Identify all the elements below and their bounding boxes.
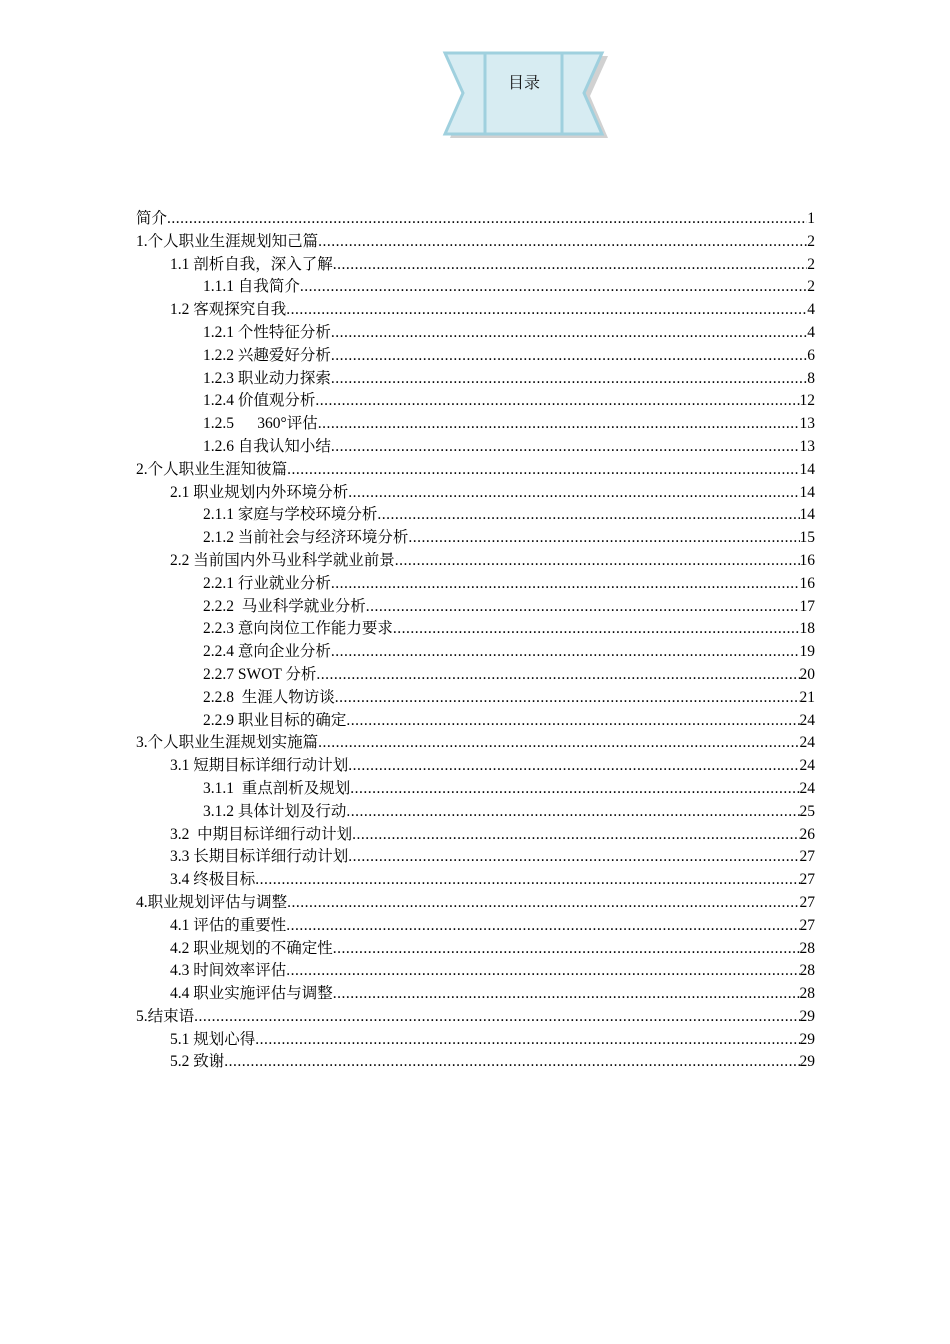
toc-entry[interactable] [136,459,815,482]
toc-entry-number: 3.3 [170,848,194,866]
toc-entry-page-number: 24 [799,779,815,797]
toc-entry-number: 4. [136,893,148,911]
toc-entry-number: 1.2.1 [203,323,238,341]
toc-dot-leader [315,390,799,413]
toc-dot-leader [194,1006,799,1029]
toc-entry-number: 1. [136,232,148,250]
toc-entry-page-number: 4 [807,301,815,319]
toc-entry-number: 4.2 [170,939,194,957]
toc-dot-leader [331,368,807,391]
toc-entry-number: 3.2 [170,825,198,843]
toc-entry-number: 1.2 [170,301,194,319]
toc-entry-title: 意向岗位工作能力要求 [237,620,393,638]
toc-entry-title: 时间效率评估 [193,962,287,980]
toc-entry-number: 2.2.3 [203,620,238,638]
toc-entry-number: 3. [136,734,148,752]
toc-entry-page-number: 13 [799,437,815,455]
toc-entry-number: 2.2.2 [203,597,242,615]
toc-entry-title: 职业规划内外环境分析 [193,483,349,501]
toc-entry-page-number: 29 [799,1053,815,1071]
toc-dot-leader [316,664,799,687]
toc-dot-leader [331,436,800,459]
toc-entry-title: 重点剖析及规划 [241,779,351,797]
toc-entry-number: 1.2.2 [203,346,238,364]
toc-entry[interactable] [136,664,815,687]
toc-entry-page-number: 29 [799,1007,815,1025]
toc-entry-title: 职业实施评估与调整 [193,985,333,1003]
toc-dot-leader [167,208,807,231]
toc-dot-leader [366,596,800,619]
toc-entry-title: 自我简介 [237,278,300,296]
toc-entry[interactable] [136,504,815,527]
toc-entry-page-number: 27 [799,871,815,889]
toc-entry-number: 3.1.1 [203,779,242,797]
toc-entry-page-number: 27 [799,848,815,866]
table-of-contents [136,208,815,1074]
toc-dot-leader [346,801,799,824]
toc-entry-title: 客观探究自我 [193,301,287,319]
toc-dot-leader [348,482,799,505]
toc-title-banner [442,50,608,142]
toc-dot-leader [255,1029,799,1052]
toc-entry-title: 评估的重要性 [193,916,287,934]
toc-entry[interactable] [136,550,815,573]
toc-entry-number: 4.4 [170,985,194,1003]
toc-dot-leader [287,459,799,482]
toc-dot-leader [318,732,799,755]
toc-entry-page-number: 24 [799,757,815,775]
toc-entry[interactable] [136,1051,815,1074]
toc-dot-leader [346,710,799,733]
toc-entry-title: 职业目标的确定 [237,711,347,729]
toc-dot-leader [350,778,799,801]
toc-entry-title: 家庭与学校环境分析 [237,506,378,524]
toc-entry-number: 2.2.8 [203,688,242,706]
toc-dot-leader [318,413,800,436]
toc-entry[interactable] [136,1029,815,1052]
toc-entry-title: 剖析自我，深入了解 [193,255,333,273]
toc-dot-leader [286,915,799,938]
toc-entry-number: 2.1.1 [203,506,238,524]
page-title: 目录 [507,73,540,92]
toc-entry-number: 1.2.5 [203,415,258,433]
toc-entry-page-number: 6 [807,346,815,364]
toc-entry-title: 行业就业分析 [237,574,331,592]
toc-dot-leader [255,869,799,892]
toc-entry[interactable] [136,846,815,869]
toc-dot-leader [331,322,807,345]
toc-entry-number: 5.2 [170,1053,194,1071]
toc-entry-number: 2.1 [170,483,194,501]
toc-entry[interactable] [136,618,815,641]
toc-entry-page-number: 26 [799,825,815,843]
toc-entry-number: 2.2.7 [203,665,238,683]
toc-entry[interactable] [136,276,815,299]
toc-dot-leader [331,345,807,368]
toc-entry-page-number: 21 [799,688,815,706]
toc-entry[interactable] [136,231,815,254]
toc-entry-title: 职业规划的不确定性 [193,939,333,957]
toc-entry-title: 结束语 [147,1007,195,1025]
toc-entry[interactable] [136,960,815,983]
toc-entry-number: 2.1.2 [203,529,238,547]
toc-dot-leader [333,938,800,961]
toc-entry-title: 360°评估 [257,415,318,433]
toc-entry-title: 规划心得 [193,1030,256,1048]
toc-entry-title: 当前国内外马业科学就业前景 [193,551,395,569]
toc-entry-number: 1.2.6 [203,437,238,455]
toc-dot-leader [331,573,800,596]
toc-dot-leader [348,755,799,778]
toc-entry-title: 生涯人物访谈 [241,688,335,706]
toc-entry-number: 2.2.4 [203,643,238,661]
toc-entry-page-number: 14 [799,460,815,478]
toc-entry-page-number: 2 [807,255,815,273]
toc-dot-leader [348,846,799,869]
toc-entry[interactable] [136,299,815,322]
toc-entry-title: 价值观分析 [237,392,316,410]
toc-dot-leader [377,504,799,527]
toc-dot-leader [331,641,800,664]
toc-dot-leader [333,983,800,1006]
toc-entry-page-number: 16 [799,551,815,569]
toc-entry-number: 2.2.9 [203,711,238,729]
toc-entry-page-number: 14 [799,483,815,501]
toc-entry-title: 长期目标详细行动计划 [193,848,349,866]
toc-entry-title: 具体计划及行动 [237,802,347,820]
toc-entry-number: 3.1.2 [203,802,238,820]
toc-entry-title: 当前社会与经济环境分析 [237,529,409,547]
toc-entry-title: 终极目标 [193,871,256,889]
toc-entry[interactable] [136,687,815,710]
toc-entry[interactable] [136,596,815,619]
toc-entry-page-number: 14 [799,506,815,524]
toc-entry-title: 个性特征分析 [237,323,331,341]
toc-entry[interactable] [136,208,815,231]
toc-entry[interactable] [136,824,815,847]
ribbon-banner-icon [442,50,608,142]
toc-entry[interactable] [136,573,815,596]
toc-entry[interactable] [136,527,815,550]
toc-dot-leader [224,1051,799,1074]
toc-entry[interactable] [136,482,815,505]
toc-dot-leader [335,687,800,710]
toc-entry-page-number: 27 [799,893,815,911]
toc-entry-title: 中期目标详细行动计划 [197,825,353,843]
toc-entry-title: 马业科学就业分析 [241,597,366,615]
toc-entry[interactable] [136,983,815,1006]
toc-entry-page-number: 28 [799,985,815,1003]
toc-dot-leader [286,299,807,322]
toc-entry-number: 2.2 [170,551,194,569]
toc-entry-number: 3.1 [170,757,194,775]
toc-entry-title: 兴趣爱好分析 [237,346,331,364]
toc-entry-page-number: 15 [799,529,815,547]
toc-entry-number: 3.4 [170,871,194,889]
toc-entry-page-number: 28 [799,962,815,980]
toc-entry-page-number: 25 [799,802,815,820]
toc-entry-page-number: 16 [799,574,815,592]
toc-entry-title: 自我认知小结 [237,437,331,455]
toc-entry-page-number: 2 [807,278,815,296]
toc-entry[interactable] [136,322,815,345]
toc-dot-leader [287,892,799,915]
toc-entry[interactable] [136,892,815,915]
toc-dot-leader [333,254,807,277]
toc-entry-page-number: 1 [807,210,815,227]
toc-entry[interactable] [136,368,815,391]
toc-entry[interactable] [136,732,815,755]
toc-entry-number: 4.1 [170,916,194,934]
toc-entry[interactable] [136,641,815,664]
toc-entry-number: 5.1 [170,1030,194,1048]
toc-dot-leader [408,527,799,550]
toc-dot-leader [395,550,800,573]
toc-entry-title: 个人职业生涯知彼篇 [147,460,288,478]
toc-entry-number: 5. [136,1007,148,1025]
toc-entry[interactable] [136,413,815,436]
toc-dot-leader [300,276,807,299]
toc-entry-title: 职业动力探索 [237,369,331,387]
toc-entry[interactable] [136,778,815,801]
toc-entry[interactable] [136,755,815,778]
toc-entry-title: 短期目标详细行动计划 [193,757,349,775]
toc-dot-leader [286,960,799,983]
toc-entry-page-number: 18 [799,620,815,638]
toc-entry-page-number: 4 [807,323,815,341]
toc-entry-number: 1.2.4 [203,392,238,410]
toc-entry-page-number: 27 [799,916,815,934]
toc-entry[interactable] [136,938,815,961]
toc-entry-title: 意向企业分析 [237,643,331,661]
toc-entry-page-number: 12 [799,392,815,410]
toc-entry-page-number: 13 [799,415,815,433]
toc-entry[interactable] [136,1006,815,1029]
toc-entry-page-number: 20 [799,665,815,683]
toc-entry-page-number: 8 [807,369,815,387]
toc-entry-page-number: 19 [799,643,815,661]
toc-entry-page-number: 2 [807,232,815,250]
toc-entry[interactable] [136,345,815,368]
toc-entry-title: SWOT 分析 [237,665,317,683]
toc-entry-page-number: 17 [799,597,815,615]
toc-entry-page-number: 28 [799,939,815,957]
toc-entry-page-number: 29 [799,1030,815,1048]
toc-entry-number: 2. [136,460,148,478]
toc-entry-number: 2.2.1 [203,574,238,592]
toc-dot-leader [352,824,799,847]
toc-entry-title: 个人职业生涯规划实施篇 [147,734,319,752]
toc-entry-page-number: 24 [799,734,815,752]
toc-entry-number: 1.1.1 [203,278,238,296]
toc-entry-title: 个人职业生涯规划知己篇 [147,232,319,250]
toc-entry-number: 1.2.3 [203,369,238,387]
toc-entry[interactable] [136,915,815,938]
toc-entry[interactable] [136,390,815,413]
toc-entry[interactable] [136,436,815,459]
toc-entry-page-number: 24 [799,711,815,729]
toc-dot-leader [393,618,800,641]
toc-entry-title: 致谢 [193,1053,225,1071]
toc-entry-number: 1.1 [170,255,194,273]
toc-entry[interactable] [136,254,815,277]
toc-entry[interactable] [136,869,815,892]
toc-entry-title: 简介 [136,210,168,227]
toc-entry[interactable] [136,710,815,733]
toc-entry-number: 4.3 [170,962,194,980]
toc-dot-leader [318,231,807,254]
toc-entry[interactable] [136,801,815,824]
toc-entry-title: 职业规划评估与调整 [147,893,288,911]
